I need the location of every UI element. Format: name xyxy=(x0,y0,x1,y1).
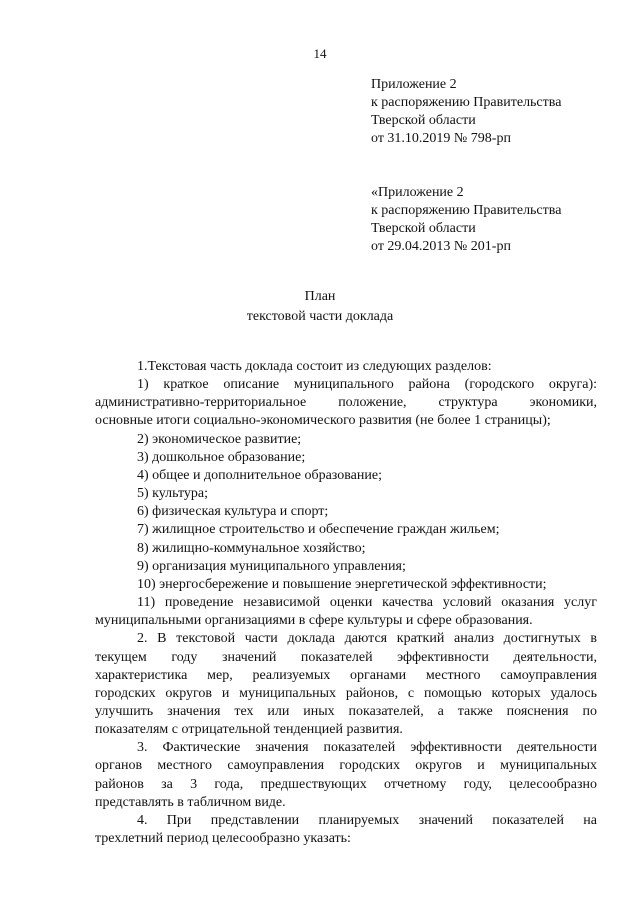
appendix-line: Приложение 2 xyxy=(371,77,457,92)
paragraph-3-line: районов за 3 года, предшествующих отчетному году, целесообразно xyxy=(95,776,597,792)
appendix-line: к распоряжению Правительства xyxy=(371,203,562,218)
paragraph-2-line: городских округов и муниципальных районов, с помощью которых удалось xyxy=(95,685,597,701)
appendix-header-previous xyxy=(371,184,561,256)
paragraph-3-line: органов местного самоуправления городских округов и муниципальных xyxy=(95,758,597,774)
list-item-continuation: основные итоги социально-экономического развития (не более 1 страницы); xyxy=(95,413,551,429)
list-item: 2) экономическое развитие; xyxy=(137,431,302,447)
list-item: 5) культура; xyxy=(137,486,209,502)
title-line: План xyxy=(304,289,336,304)
list-item: 7) жилищное строительство и обеспечение граждан жильем; xyxy=(137,522,500,538)
appendix-line: от 31.10.2019 № 798-рп xyxy=(371,131,511,146)
paragraph-intro: 1.Текстовая часть доклада состоит из следующих разделов: xyxy=(137,359,492,374)
list-item: 11) проведение независимой оценки качества условий оказания услуг xyxy=(137,595,597,611)
appendix-line: к распоряжению Правительства xyxy=(371,95,562,110)
list-item: 6) физическая культура и спорт; xyxy=(137,504,329,520)
list-item-continuation: административно-территориальное положение, структура экономики, xyxy=(95,395,597,411)
appendix-line: «Приложение 2 xyxy=(371,185,464,200)
paragraph-4-line: 4. При представлении планируемых значений показателей на xyxy=(137,812,597,828)
document-body xyxy=(95,358,597,848)
list-item: 4) общее и дополнительное образование; xyxy=(137,467,382,483)
paragraph-3-line: представлять в табличном виде. xyxy=(95,794,286,810)
paragraph-2-line: улучшить значения тех или иных показателей, а также пояснения по xyxy=(95,703,597,719)
appendix-line: Тверской области xyxy=(371,113,476,128)
page-number: 14 xyxy=(313,46,327,61)
paragraph-2-line: показателям с отрицательной тенденцией развития. xyxy=(95,722,403,738)
list-item: 8) жилищно-коммунальное хозяйство; xyxy=(137,540,366,556)
list-item: 3) дошкольное образование; xyxy=(137,449,306,465)
list-item-continuation: муниципальными организациями в сфере культуры и сфере образования. xyxy=(95,613,533,629)
title-line: текстовой части доклада xyxy=(246,309,394,324)
paragraph-2-line: характеристика мер, реализуемых органами местного самоуправления xyxy=(95,667,597,683)
list-item: 10) энергосбережение и повышение энергетической эффективности; xyxy=(137,576,547,592)
paragraph-3-line: 3. Фактические значения показателей эффективности деятельности xyxy=(137,740,597,756)
paragraph-4-line: трехлетний период целесообразно указать: xyxy=(95,831,351,847)
appendix-line: Тверской области xyxy=(371,221,476,236)
list-item: 9) организация муниципального управления; xyxy=(137,558,406,574)
appendix-header-current xyxy=(371,76,561,148)
paragraph-2-line: текущем году значений показателей эффективности деятельности, xyxy=(95,649,597,665)
document-title xyxy=(0,287,640,327)
paragraph-2-line: 2. В текстовой части доклада даются краткий анализ достигнутых в xyxy=(137,631,597,647)
appendix-line: от 29.04.2013 № 201-рп xyxy=(371,239,511,254)
list-item: 1) краткое описание муниципального района (городского округа): xyxy=(137,377,597,393)
